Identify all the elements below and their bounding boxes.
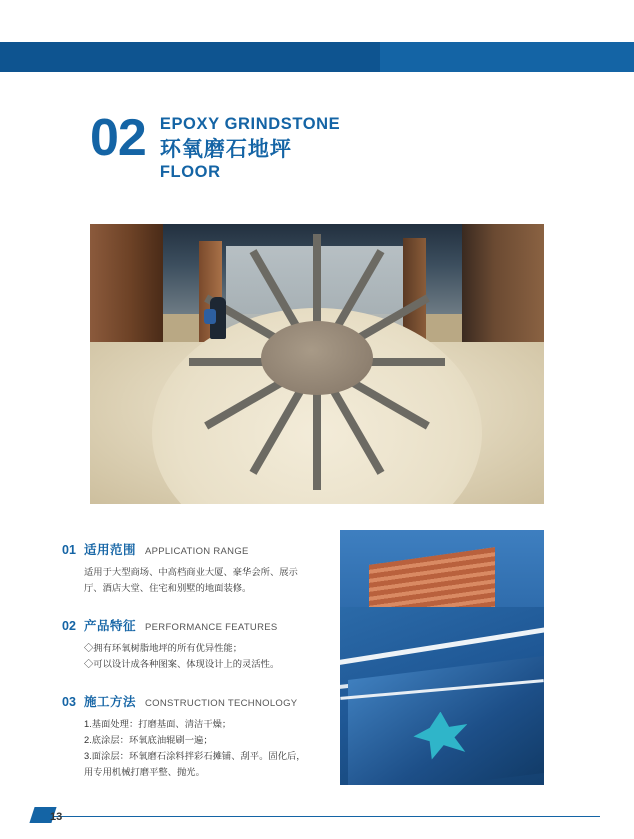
section-body-line: 适用于大型商场、中高档商业大厦、豪华会所、展示 (84, 567, 298, 577)
section-body-line: ◇拥有环氧树脂地坪的所有优异性能； (84, 643, 243, 653)
hero-person (210, 297, 226, 339)
page-title (90, 109, 341, 182)
section-item-title-en: APPLICATION RANGE (145, 546, 249, 557)
hero-floor-medallion (261, 321, 373, 395)
section-item-title-cn: 适用范围 (84, 543, 137, 557)
hero-photo (90, 224, 544, 504)
title-chinese: 环氧磨石地坪 (159, 138, 292, 161)
section-body (84, 716, 318, 780)
page-number: 13 (50, 811, 63, 823)
section-body-line: 2.底涂层：环氧底油辊刷一遍； (84, 735, 213, 745)
secondary-photo (340, 530, 544, 785)
section-item (62, 616, 318, 672)
section-heading (62, 540, 318, 558)
section-item-title-cn: 施工方法 (84, 695, 137, 709)
section-body-line: ◇可以设计成各种图案、体现设计上的灵活性。 (84, 659, 280, 669)
title-text-group (160, 114, 340, 182)
section-body (84, 564, 318, 596)
section-body (84, 640, 318, 672)
section-list (62, 540, 318, 800)
section-item-number: 01 (62, 543, 76, 557)
section-item-title-en: CONSTRUCTION TECHNOLOGY (145, 698, 298, 709)
section-body-line: 3.面涂层：环氧磨石涂料拌彩石摊铺、刮平。固化后， (84, 751, 306, 761)
section-item (62, 540, 318, 596)
section-body-line: 厅、酒店大堂、住宅和别墅的地面装修。 (84, 583, 252, 593)
title-english-top: EPOXY GRINDSTONE (159, 115, 341, 133)
header-band-accent (0, 42, 380, 72)
section-body-line: 1.基面处理：打磨基面、清洁干燥； (84, 719, 232, 729)
footer-divider (34, 816, 600, 818)
section-heading (62, 616, 318, 634)
section-heading (62, 692, 318, 710)
section-item (62, 692, 318, 780)
section-number: 02 (90, 109, 146, 167)
section-body-line: 用专用机械打磨平整、抛光。 (84, 767, 205, 777)
title-english-bottom: FLOOR (159, 163, 221, 181)
section-item-title-cn: 产品特征 (84, 619, 137, 633)
section-item-title-en: PERFORMANCE FEATURES (145, 622, 278, 633)
section-item-number: 03 (62, 695, 76, 709)
section-item-number: 02 (62, 619, 76, 633)
